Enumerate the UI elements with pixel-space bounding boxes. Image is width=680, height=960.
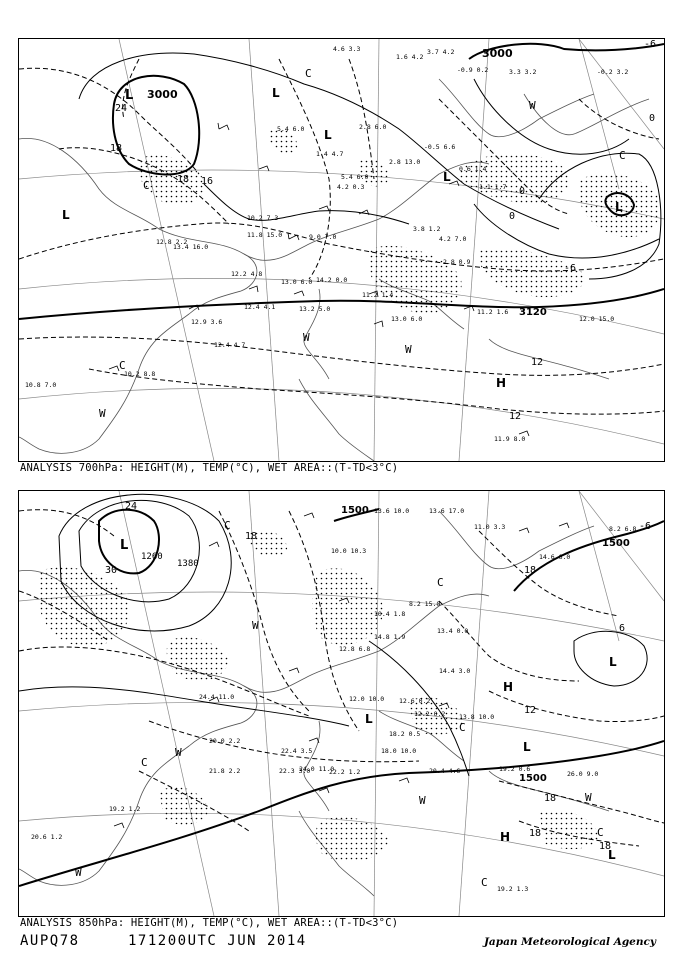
temp-label: 18 xyxy=(110,143,123,154)
contour-label: 1380 xyxy=(177,559,199,569)
station-obs: 19.2 1.2 xyxy=(109,805,141,813)
station-obs: 5.4 6.0 xyxy=(341,173,369,181)
station-obs: 11.8 15.0 xyxy=(247,231,283,239)
station-obs: 22.2 1.2 xyxy=(329,768,361,776)
cold-marker: C xyxy=(437,576,444,589)
temp-label: 6 xyxy=(619,623,626,634)
high-marker: H xyxy=(503,680,514,694)
station-obs: 13.2 5.0 xyxy=(299,305,331,313)
station-obs: -0.5 6.6 xyxy=(424,143,456,151)
station-obs: 10.2 7.3 xyxy=(247,214,279,222)
high-marker: H xyxy=(500,830,511,844)
station-obs: 1.6 4.2 xyxy=(396,53,424,61)
station-obs: 2.8 0.9 xyxy=(443,258,471,266)
station-obs: 14.8 1.9 xyxy=(374,633,406,641)
station-obs: 3.3 3.2 xyxy=(509,68,537,76)
high-marker: H xyxy=(496,376,507,390)
station-obs: 12.6 0.2 xyxy=(399,697,431,705)
contour-label: 3000 xyxy=(482,47,513,60)
temp-label: 18 xyxy=(544,793,557,804)
cold-marker: C xyxy=(619,149,626,162)
station-obs: 11.2 1.4 xyxy=(362,291,394,299)
cold-marker: C xyxy=(141,756,148,769)
contour-label: 1260 xyxy=(141,552,163,562)
temp-label: 18 xyxy=(599,841,612,852)
station-obs: 13.4 0.0 xyxy=(437,627,469,635)
temp-label: -6 xyxy=(644,39,657,50)
warm-marker: W xyxy=(585,791,592,804)
cold-marker: C xyxy=(305,67,312,80)
station-obs: 22.3 3.0 xyxy=(279,767,311,775)
warm-marker: W xyxy=(252,619,259,632)
station-obs: 24.0 11.0 xyxy=(299,765,335,773)
low-marker: L xyxy=(324,128,332,142)
station-obs: 3.7 4.2 xyxy=(427,48,455,56)
low-marker: L xyxy=(609,655,617,669)
station-obs: 4.2 7.0 xyxy=(439,235,467,243)
warm-marker: W xyxy=(303,331,310,344)
station-obs: 11.9 8.0 xyxy=(494,435,526,443)
low-marker: L xyxy=(125,88,134,103)
chart-700hpa xyxy=(18,38,665,462)
temp-label: 12 xyxy=(509,411,522,422)
station-obs: 2.8 6.0 xyxy=(359,123,387,131)
caption-700hpa: ANALYSIS 700hPa: HEIGHT(M), TEMP(°C), WET AREA::(T-TD<3°C) xyxy=(20,462,399,474)
low-marker: L xyxy=(523,740,531,754)
station-obs: 19.2 1.3 xyxy=(497,885,529,893)
station-obs: 13.6 10.0 xyxy=(374,507,410,515)
station-obs: 8.2 6.8 xyxy=(609,525,637,533)
station-obs: 13.0 6.0 xyxy=(391,315,423,323)
station-obs: 12.0 15.0 xyxy=(579,315,615,323)
temp-label: -6 xyxy=(564,263,577,274)
low-marker: L xyxy=(443,170,451,184)
station-obs: 0.6 1.4 xyxy=(459,165,487,173)
cold-marker: C xyxy=(224,519,231,532)
station-obs: 13.4 16.0 xyxy=(173,243,209,251)
temp-label: 12 xyxy=(524,705,537,716)
temp-label: 18 xyxy=(529,828,542,839)
low-marker: L xyxy=(62,208,70,222)
temp-label: -6 xyxy=(639,521,652,532)
temp-label: 0 xyxy=(649,113,656,124)
station-obs: 12.2 0.2 xyxy=(414,710,446,718)
station-obs: 22.4 3.5 xyxy=(281,747,313,755)
station-obs: 13.0 6.0 xyxy=(281,278,313,286)
station-obs: -0.2 3.2 xyxy=(597,68,629,76)
station-obs: 3.8 1.2 xyxy=(413,225,441,233)
station-obs: 26.0 9.0 xyxy=(567,770,599,778)
warm-marker: W xyxy=(175,746,182,759)
station-obs: 20.6 1.2 xyxy=(31,833,63,841)
station-obs: -0.9 0.2 xyxy=(457,66,489,74)
station-obs: 2.8 13.0 xyxy=(389,158,421,166)
station-obs: 18.2 0.5 xyxy=(389,730,421,738)
station-obs: 12.8 2.2 xyxy=(156,238,188,246)
station-obs: 10.0 10.3 xyxy=(331,547,367,555)
temp-label: 0 xyxy=(509,211,516,222)
station-obs: 21.8 2.2 xyxy=(209,767,241,775)
warm-marker: W xyxy=(75,866,82,879)
low-marker: L xyxy=(272,86,280,100)
valid-time: 171200UTC JUN 2014 xyxy=(128,933,307,949)
map-850hpa xyxy=(19,491,664,916)
temp-label: 18 xyxy=(524,565,537,576)
station-obs: 10.4 1.8 xyxy=(374,610,406,618)
station-obs: 10.8 7.0 xyxy=(25,381,57,389)
temp-label: 16 xyxy=(201,176,214,187)
contour-label: 3120 xyxy=(519,307,547,318)
station-obs: 1.1 1.7 xyxy=(479,183,507,191)
temp-label: 18 xyxy=(245,531,258,542)
cold-marker: C xyxy=(119,359,126,372)
station-obs: 11.2 1.6 xyxy=(477,308,509,316)
station-obs: 8.2 15.0 xyxy=(409,600,441,608)
station-obs: 4.6 3.3 xyxy=(333,45,361,53)
station-obs: 12.0 10.0 xyxy=(349,695,385,703)
low-marker: L xyxy=(608,848,616,862)
temp-label: 18 xyxy=(177,174,190,185)
temp-label: 12 xyxy=(531,357,544,368)
caption-850hpa: ANALYSIS 850hPa: HEIGHT(M), TEMP(°C), WET AREA::(T-TD<3°C) xyxy=(20,917,399,929)
station-obs: 20.0 2.2 xyxy=(209,737,241,745)
warm-marker: W xyxy=(99,407,106,420)
low-marker: L xyxy=(365,712,373,726)
temp-label: 24 xyxy=(125,501,138,512)
station-obs: 14.4 3.0 xyxy=(439,667,471,675)
station-obs: 9.0 7.0 xyxy=(309,233,337,241)
station-obs: 1.4 4.7 xyxy=(316,150,344,158)
warm-marker: W xyxy=(419,794,426,807)
station-obs: 13.6 17.0 xyxy=(429,507,465,515)
station-obs: 12.9 3.6 xyxy=(191,318,223,326)
chart-code: AUPQ78 xyxy=(20,933,80,949)
cold-marker: C xyxy=(459,721,466,734)
temp-label: 30 xyxy=(105,565,118,576)
contour-label: 1500 xyxy=(341,505,369,516)
warm-marker: W xyxy=(405,343,412,356)
station-obs: 18.0 10.0 xyxy=(381,747,417,755)
low-marker: L xyxy=(615,200,623,214)
contour-label: 1500 xyxy=(519,773,547,784)
cold-marker: C xyxy=(597,826,604,839)
warm-marker: W xyxy=(529,99,536,112)
chart-850hpa xyxy=(18,490,665,917)
station-obs: 14.6 6.0 xyxy=(539,553,571,561)
cold-marker: C xyxy=(143,179,150,192)
contour-label: 3000 xyxy=(147,88,178,101)
agency-credit: Japan Meteorological Agency xyxy=(483,936,656,948)
station-obs: 14.2 0.0 xyxy=(316,276,348,284)
station-obs: 12.2 4.8 xyxy=(231,270,263,278)
temp-label: 0 xyxy=(519,186,526,197)
low-marker: L xyxy=(120,538,129,553)
station-obs: 12.8 6.8 xyxy=(339,645,371,653)
contour-label: 1500 xyxy=(602,538,630,549)
cold-marker: C xyxy=(481,876,488,889)
station-obs: 13.8 10.0 xyxy=(459,713,495,721)
station-obs: 11.0 3.3 xyxy=(474,523,506,531)
station-obs: 12.4 4.1 xyxy=(244,303,276,311)
station-obs: 20.4 4.6 xyxy=(429,767,461,775)
station-obs: 10.2 8.8 xyxy=(124,370,156,378)
station-obs: 19.2 0.6 xyxy=(499,765,531,773)
station-obs: 12.4 4.7 xyxy=(214,341,246,349)
map-700hpa xyxy=(19,39,664,461)
station-obs: 24.4 11.0 xyxy=(199,693,235,701)
station-obs: 5.4 6.0 xyxy=(277,125,305,133)
station-obs: 4.2 0.3 xyxy=(337,183,365,191)
temp-label: 24 xyxy=(115,103,128,114)
